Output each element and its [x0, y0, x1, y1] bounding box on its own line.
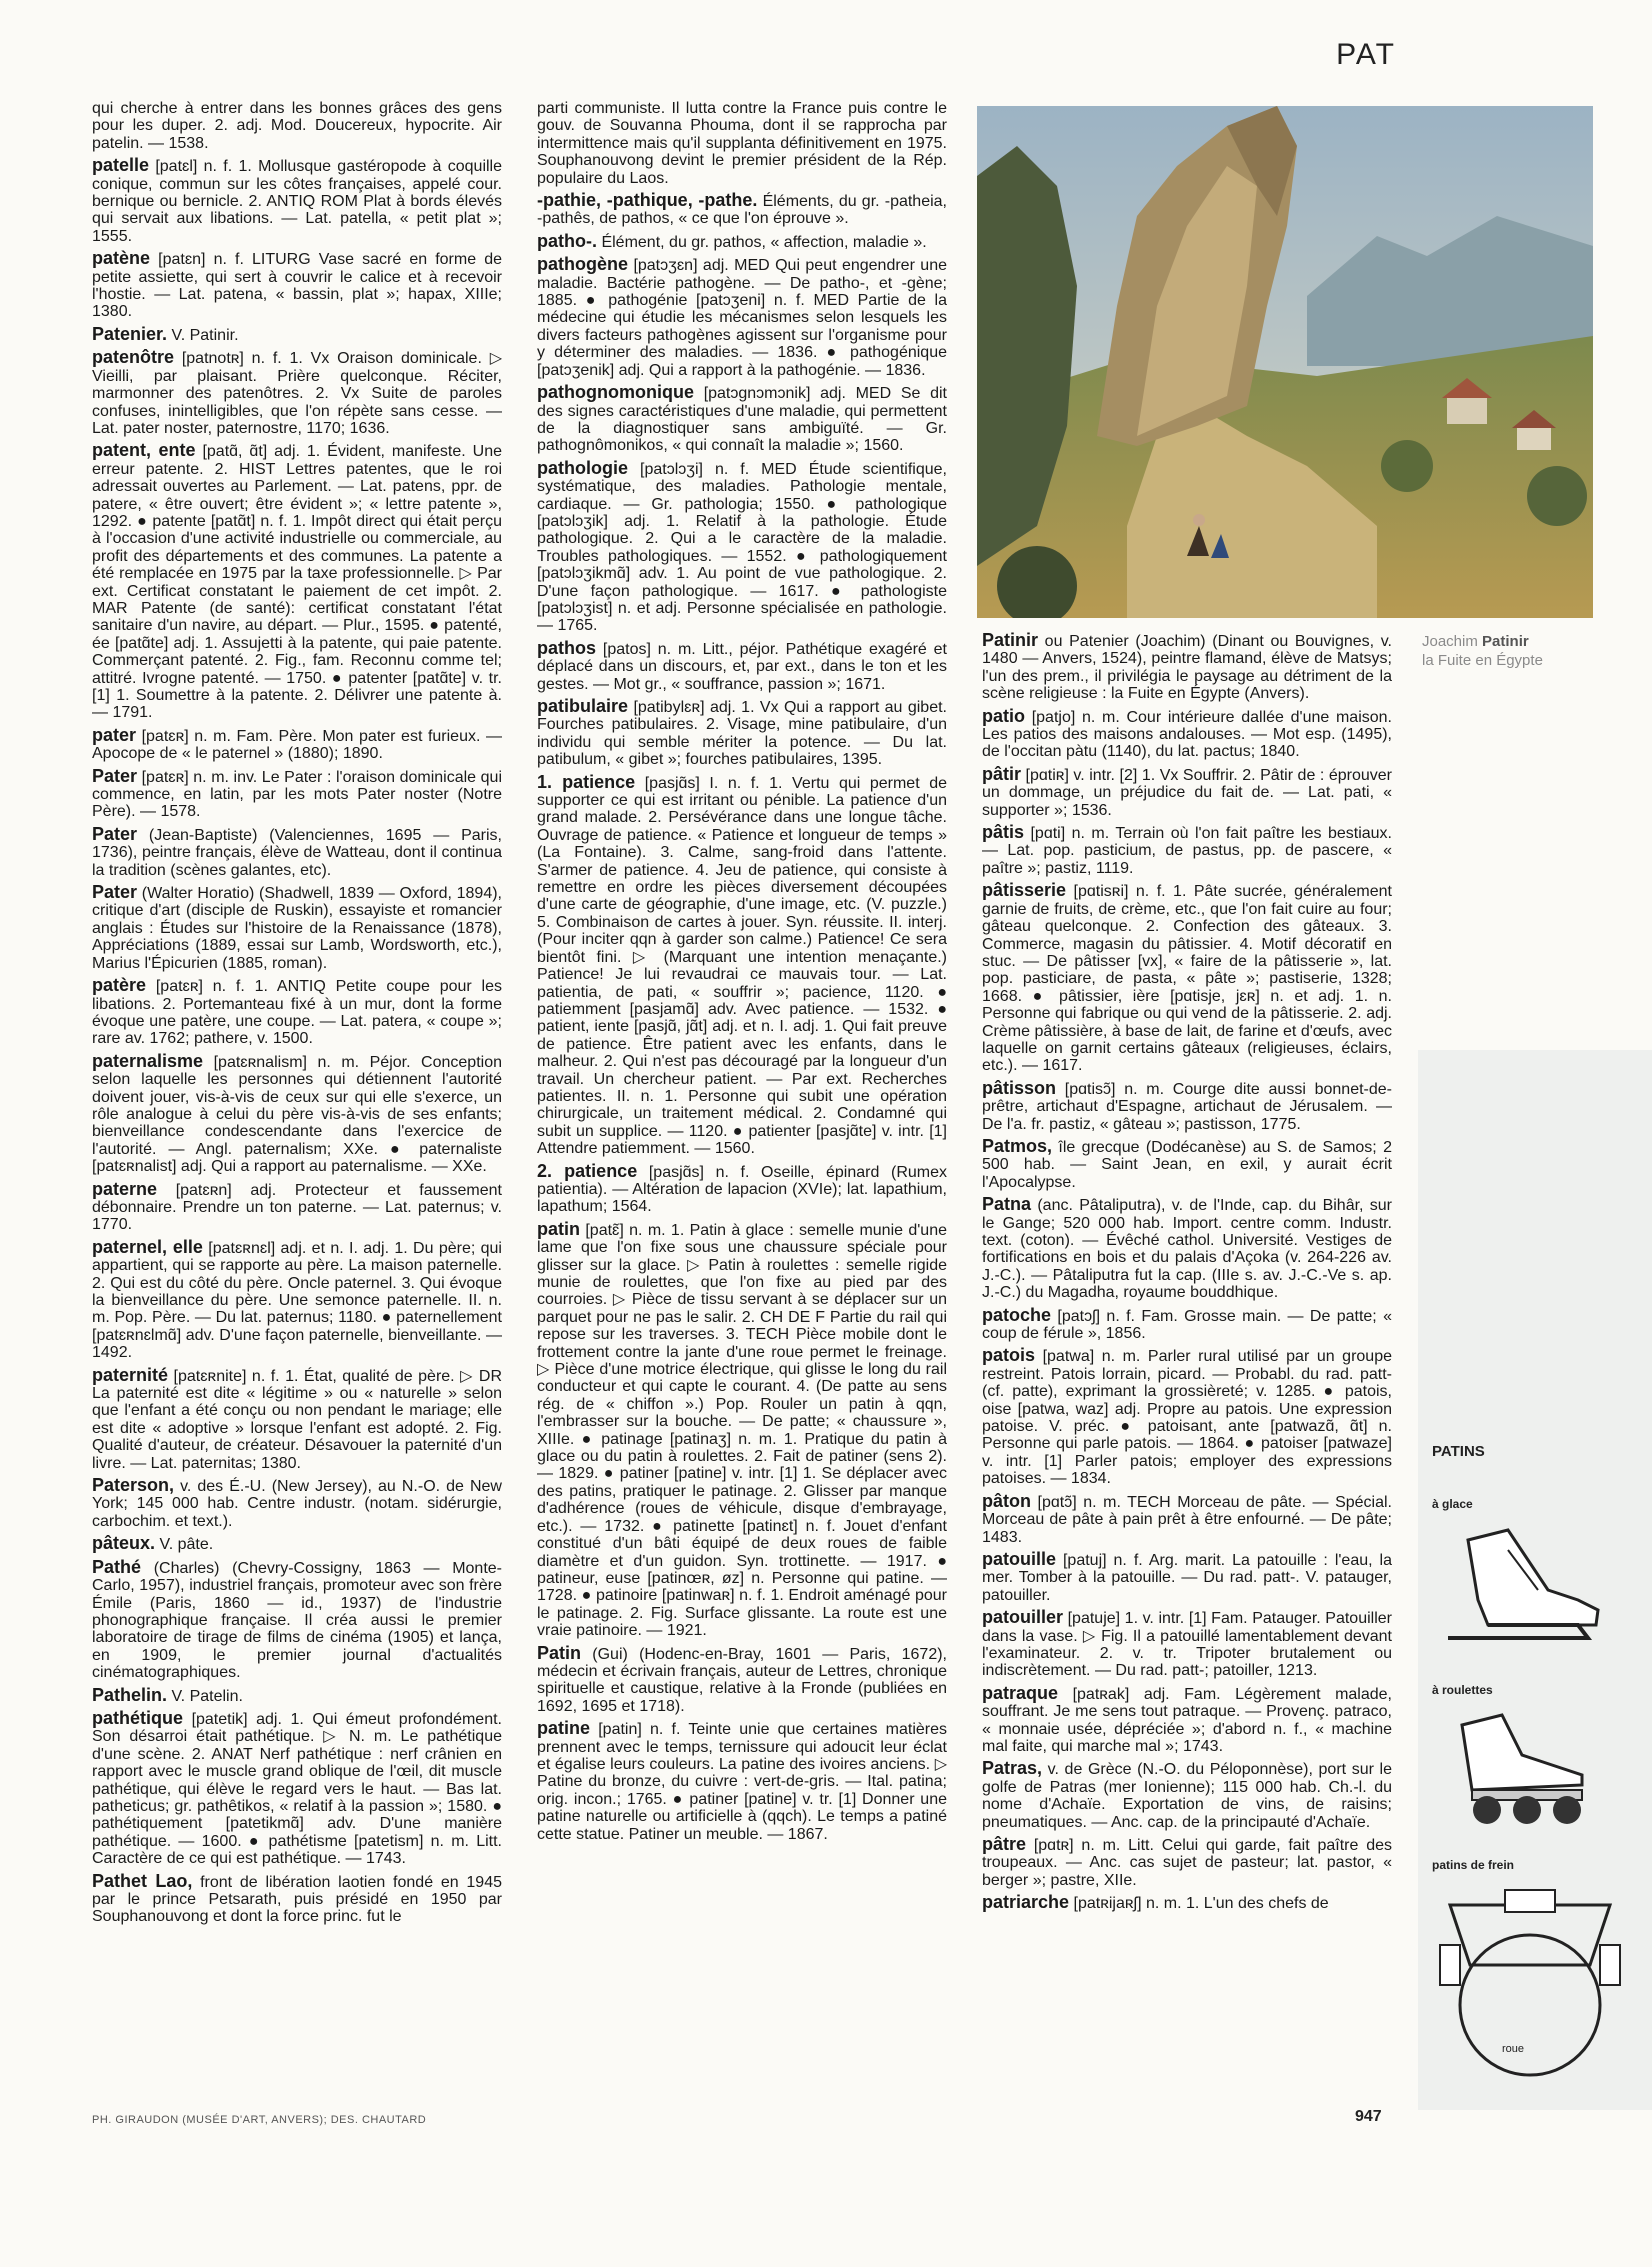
painting-landscape	[977, 106, 1593, 618]
column-3	[982, 632, 1392, 2100]
column-2	[537, 100, 947, 2100]
entry-definition: [patɔlɔʒi] n. f. MED Étude scientifique, systématique, des maladies. Pathologie mentale, cardiaque. — Gr. pathologia; 1550. ● pathologique [patɔlɔʒik] adj. 1. Relatif à la pathologie. Étude pathologique. 2. Qui a le caractère de la maladie. Troubles pathologiques. — 1552. ● pathologiquement [patɔlɔʒikmɑ̃] adv. 1. Au point de vue pathologique. 2. D'une façon pathologique. — 1617. ● pathologiste [patɔlɔʒist] n. et adj. Personne spécialisée en pathologie. — 1765.	[537, 460, 947, 635]
dictionary-entry	[537, 1218, 947, 1640]
entry-definition: [patibylɛʀ] adj. 1. Vx Qui a rapport au gibet. Fourches patibulaires. 2. Visage, mine patibulaire, d'un individu qui semble mériter la potence. — Du lat. patibulum, « gibet »; fourches patibulaires, 1395.	[537, 699, 947, 769]
dictionary-entry	[982, 1760, 1392, 1831]
entry-headword: patho-.	[537, 230, 597, 251]
dictionary-entry	[92, 884, 502, 972]
entry-headword: Pater	[92, 765, 138, 786]
entry-definition: [patɛ̃] n. m. 1. Patin à glace : semelle munie d'une lame que l'on fixe sous une chaussure spéciale pour glisser sur la glace. ▷ Patin à roulettes : semelle rigide munie de roulettes, que l'on fixe au pied par des courroies. ▷ Pièce de tissu servant à se déplacer sur un parquet pour ne pas le salir. 2. CH DE F Partie du rail qui repose sur les traverses. 3. TECH Pièce mobile dont le frottement contre la jante d'une roue permet le freinage. ▷ Pièce d'une motrice électrique, qui glisse le long du rail conducteur et qui capte le courant. 4. (De patte au sens rég. de « chiffon ».) Pop. Rouler un patin à qqn, l'embrasser sur la bouche. — De patte; « chaussure », XIIIe. ● patinage [patinaʒ] n. m. 1. Pratique du patin à glace ou du patin à roulettes. 2. Fait de patiner (sens 2). — 1829. ● patiner [patine] v. intr. [1] 1. Se déplacer avec des patins, pratiquer le patinage. 2. Glisser par manque d'adhérence (roues de véhicule, disque d'embrayage, etc.). — 1732. ● patinette [patinɛt] n. f. Jouet d'enfant constitué d'un bâti équipé de deux roues de faible diamètre et d'un guidon. Syn. trottinette. — 1917. ● patineur, euse [patinœʀ, øz] n. Personne qui patine. — 1728. ● patinoire [patinwaʀ] n. f. 1. Endroit aménagé pour le patinage. 2. Fig. Surface glissante. La route est une vraie patinoire. — 1921.	[537, 1221, 947, 1640]
skates-figure-title: PATINS	[1432, 1443, 1485, 1460]
dictionary-entry	[92, 1477, 502, 1530]
entry-definition: V. Patinir.	[171, 326, 239, 344]
entry-headword: paternité	[92, 1364, 169, 1385]
entry-headword: Pater	[92, 823, 138, 844]
entry-definition: [patɔgnɔmɔnik] adj. MED Se dit des signes caractéristiques d'une maladie, qui permettent de la diagnostiquer sans ambiguïté. — Gr. pathognômonikos, « qui connaît la maladie »; 1560.	[537, 385, 947, 455]
dictionary-entry	[92, 1870, 502, 1926]
dictionary-entry	[982, 1490, 1392, 1546]
label-ice-skate: à glace	[1432, 1497, 1473, 1511]
dictionary-entry	[92, 1535, 502, 1553]
entry-headword: patent, ente	[92, 440, 196, 461]
entry-headword: Pater	[92, 882, 138, 903]
dictionary-entry	[537, 771, 947, 1158]
dictionary-entry	[92, 442, 502, 722]
dictionary-entry	[92, 157, 502, 245]
entry-headword: -pathie, -pathique, -pathe.	[537, 190, 758, 211]
dictionary-entry	[982, 1135, 1392, 1191]
entry-definition: [pasjɑ̃s] n. f. Oseille, épinard (Rumex patientia). — Altération de lapacion (XVIe); lat. lapathium, lapathum; 1564.	[537, 1163, 947, 1216]
entry-definition: [pɑtisɔ̃] n. m. Courge dite aussi bonnet-de-prêtre, artichaut d'Espagne, artichaut de Jérusalem. — De l'a. fr. pastiz, « gâteau »; pastisson, 1775.	[982, 1080, 1392, 1133]
entry-headword: pâtisserie	[982, 880, 1067, 901]
entry-headword: pathétique	[92, 1707, 184, 1728]
dictionary-entry	[537, 256, 947, 379]
entry-headword: 1. patience	[537, 771, 636, 792]
dictionary-entry	[92, 250, 502, 321]
dictionary-entry	[92, 977, 502, 1048]
entry-definition: [patɛʀ] n. m. inv. Le Pater : l'oraison dominicale qui commence, en latin, par les mots Pater noster (Notre Père). — 1578.	[92, 768, 502, 821]
dictionary-entry	[537, 192, 947, 228]
entry-headword: pâtir	[982, 763, 1022, 784]
dictionary-entry	[537, 1642, 947, 1716]
entry-headword: patibulaire	[537, 696, 629, 716]
dictionary-entry	[92, 765, 502, 821]
label-brake-skates: patins de frein	[1432, 1858, 1515, 1872]
running-head: PAT	[1336, 38, 1396, 71]
caption-artist-first: Joachim	[1422, 633, 1478, 650]
entry-definition: Éléments, du gr. -patheia, -pathês, de pathos, « ce que l'on éprouve ».	[537, 193, 947, 228]
dictionary-entry	[537, 384, 947, 455]
label-wheel: roue	[1502, 2043, 1525, 2055]
entry-headword: pâteux.	[92, 1533, 156, 1554]
entry-definition: parti communiste. Il lutta contre la France puis contre le gouv. de Souvanna Phouma, dont il se rapprocha par intermittence mais qu'il supplanta définitivement en 1975. Souphanouvong devint le premier président de la Rép. populaire du Laos.	[537, 100, 947, 187]
entry-definition: qui cherche à entrer dans les bonnes grâces des gens pour les duper. 2. adj. Mod. Doucereux, hypocrite. Air patelin. — 1538.	[92, 100, 502, 152]
entry-headword: Patin	[537, 1642, 582, 1663]
dictionary-entry	[537, 1720, 947, 1843]
entry-definition: [patetik] adj. 1. Qui émeut profondément. Son désarroi était pathétique. ▷ N. m. Le pathétique d'une scène. 2. ANAT Nerf pathétique : nerf crânien en rapport avec le muscle grand oblique de l'œil, dit muscle pathétique, qui élève le regard vers le haut. — Bas lat. patheticus; gr. pathêtikos, « relatif à la passion »; 1580. ● pathétiquement [patetikmɑ̃] adv. D'une manière pathétique. — 1600. ● pathétisme [patetism] n. m. Litt. Caractère de ce qui est pathétique. — 1743.	[92, 1710, 502, 1868]
entry-headword: Pathelin.	[92, 1684, 168, 1705]
entry-definition: V. Patelin.	[171, 1687, 243, 1705]
entry-definition: v. de Grèce (N.-O. du Péloponnèse), port sur le golfe de Patras (mer Ionienne); 115 000 hab. Ch.-l. du nome d'Achaïe. Exportation de vins, de raisins; pneumatiques. — Anc. cap. de la principauté d'Achaïe.	[982, 1761, 1392, 1831]
entry-definition: (Walter Horatio) (Shadwell, 1839 — Oxford, 1894), critique d'art (disciple de Ruskin), essayiste et romancier anglais : Études sur l'histoire de la Renaissance (1878), Appréciations (1889, essai sur Lamb, Wordsworth, etc.), Marius l'Épicurien (1885, roman).	[92, 885, 502, 972]
dictionary-entry	[92, 1364, 502, 1472]
dictionary-entry	[92, 323, 502, 344]
entry-headword: patère	[92, 975, 147, 996]
entry-headword: paternel, elle	[92, 1236, 203, 1257]
ice-skate-illustration	[1428, 1520, 1628, 1660]
dictionary-entry	[92, 100, 502, 152]
entry-headword: patoche	[982, 1304, 1052, 1325]
entry-definition: [patɛʀnalism] n. m. Péjor. Conception selon laquelle les personnes qui détiennent l'autorité doivent jouer, vis-à-vis de ceux sur qui elle s'exerce, un rôle analogue à celui du père vis-à-vis de ses enfants; bienveillance condescendante dans l'exercice de l'autorité. — Angl. paternalism; XXe. ● paternaliste [patɛʀnalist] adj. Qui a rapport au paternalisme. — XXe.	[92, 1053, 502, 1176]
entry-definition: [patɛn] n. f. LITURG Vase sacré en forme de petite assiette, qui sert à couvrir le calice et à recevoir l'hostie. — Lat. patena, « bassin, plat »; hapax, XIIIe; 1380.	[92, 251, 502, 321]
entry-headword: patio	[982, 705, 1025, 726]
entry-definition: (Jean-Baptiste) (Valenciennes, 1695 — Paris, 1736), peintre français, élève de Watteau, dont il continua la tradition (scènes galantes, etc).	[92, 826, 502, 879]
dictionary-entry	[92, 724, 502, 763]
dictionary-entry	[537, 1160, 947, 1216]
entry-definition: [patuje] 1. v. intr. [1] Fam. Patauger. Patouiller dans la vase. ▷ Fig. Il a patouillé lamentablement devant l'examinateur. 2. v. tr. Tripoter brutalement ou indiscrètement. — Du rad. patt-; patoiller, 1213.	[982, 1610, 1392, 1680]
painting	[977, 106, 1593, 618]
entry-headword: Patenier.	[92, 323, 168, 344]
column-1	[92, 100, 502, 2100]
entry-definition: [patjo] n. m. Cour intérieure dallée d'une maison. Les patios des maisons andalouses. — Mot esp. (1495), de l'occitan pàtu (1140), du lat. pactus; 1840.	[982, 708, 1392, 761]
entry-definition: V. pâte.	[159, 1536, 214, 1554]
entry-definition: [patɛʀnɛl] adj. et n. I. adj. 1. Du père; qui appartient, qui se rapporte au père. La maison paternelle. 2. Qui est du côté du père. Oncle paternel. 3. Qui évoque la bienveillance du père. Une semonce paternelle. II. n. m. Pop. Père. — Du lat. paternus; 1180. ● paternellement [patɛʀnɛlmɑ̃] adv. D'une façon paternelle, bienveillante. — 1492.	[92, 1239, 502, 1362]
dictionary-entry	[92, 823, 502, 879]
dictionary-entry	[537, 637, 947, 693]
dictionary-entry	[982, 1682, 1392, 1756]
dictionary-entry	[537, 100, 947, 187]
entry-headword: patine	[537, 1718, 591, 1739]
roller-skate-illustration	[1432, 1705, 1612, 1835]
entry-headword: 2. patience	[537, 1160, 638, 1181]
dictionary-entry	[982, 1894, 1392, 1912]
dictionary-entry	[982, 824, 1392, 877]
entry-definition: [pɑtisʀi] n. f. 1. Pâte sucrée, généralement garnie de fruits, de crème, etc., que l'on fait cuire au four; gâteau quelconque. 2. Confection des gâteaux. 3. Commerce, magasin du pâtissier. 4. Motif décoratif en stuc. — De pâtisser [vx], « faire de la pâtisserie », lat. pop. pasticiare, de pasta, « pâte »; pastiserie, 1328; 1668. ● pâtissier, ière [pɑtisje, jɛʀ] n. et adj. 1. n. Personne qui fabrique ou qui vend de la pâtisserie. 2. adj. Crème pâtissière, à base de lait, de farine et d'œufs, avec laquelle on garnit certains gâteaux (religieuses, éclairs, etc.). — 1617.	[982, 883, 1392, 1075]
entry-definition: [patin] n. f. Teinte unie que certaines matières prennent avec le temps, ternissure qui adoucit leur éclat et égalise leurs couleurs. La patine des ivoires anciens. ▷ Patine du bronze, du cuivre : vert-de-gris. — Ital. patina; orig. incon.; 1765. ● patiner [patine] v. tr. [1] Donner une patine naturelle ou artificielle à (qqch). Le temps a patiné cette statue. Patiner un meuble. — 1867.	[537, 1721, 947, 1843]
dictionary-entry	[982, 882, 1392, 1074]
dictionary-entry	[92, 349, 502, 437]
entry-headword: patriarche	[982, 1892, 1070, 1913]
entry-definition: Élément, du gr. pathos, « affection, maladie ».	[601, 233, 927, 251]
painting-caption	[1422, 632, 1622, 670]
entry-headword: paterne	[92, 1178, 158, 1199]
entry-definition: [patuj] n. f. Arg. marit. La patouille : l'eau, la mer. Tomber à la patouille. — Du rad. patt-. V. patauger, patouiller.	[982, 1551, 1392, 1604]
dictionary-entry	[537, 230, 947, 251]
dictionary-entry	[982, 1347, 1392, 1487]
entry-headword: patraque	[982, 1682, 1059, 1703]
brake-skates-illustration	[1430, 1875, 1630, 2085]
entry-headword: pâtre	[982, 1834, 1027, 1854]
entry-headword: paternalisme	[92, 1050, 204, 1071]
entry-headword: Pathé	[92, 1556, 142, 1577]
entry-definition: (Gui) (Hodenc-en-Bray, 1601 — Paris, 1672), médecin et écrivain français, auteur de Lettres, chronique spirituelle et caustique, relative à la Fronde (publiées en 1692, 1695 et 1718).	[537, 1645, 947, 1715]
entry-headword: patois	[982, 1345, 1036, 1366]
dictionary-entry	[982, 705, 1392, 761]
entry-definition: [patwa] n. m. Parler rural utilisé par un groupe restreint. Patois lorrain, picard. — Probabl. du rad. patt- (cf. patte), exprimant la grossièreté; v. 1285. ● patois, oise [patwa, waz] adj. Propre au patois. Une expression patoise. V. préc. ● patoisant, ante [patwazɑ̃, ɑ̃t] n. Personne qui parle patois. — 1864. ● patoiser [patwaze] v. intr. [1] Parler patois; employer des expressions patoises. — 1834.	[982, 1348, 1392, 1488]
entry-definition: île grecque (Dodécanèse) au S. de Samos; 2 500 hab. — Saint Jean, en exil, y aurait écrit l'Apocalypse.	[982, 1138, 1392, 1191]
entry-definition: [pɑtʀ] n. m. Litt. Celui qui garde, fait paître des troupeaux. — Anc. cas sujet de pasteur; lat. pastor, « berger »; pastre, XIIe.	[982, 1837, 1392, 1889]
entry-headword: patouiller	[982, 1607, 1064, 1628]
entry-definition: (anc. Pâtaliputra), v. de l'Inde, cap. du Bihâr, sur le Gange; 520 000 hab. Import. centre comm. Industr. text. (coton). — Évêché cathol. Université. Vestiges de fortifications en bois et du palais d'Açoka (v. 264-226 av. J.-C.). — Pâtaliputra fut la cap. (IIIe s. av. J.-C.-Ve s. ap. J.-C.) du Magadha, royaume bouddhique.	[982, 1197, 1392, 1302]
entry-definition: [patnotʀ] n. f. 1. Vx Oraison dominicale. ▷ Vieilli, par plaisant. Prière quelconque. Réciter, marmonner des patenôtres. 2. Vx Suite de paroles confuses, inintelligibles, que l'on répète sans cesse. — Lat. pater noster, paternostre, 1170; 1636.	[92, 350, 502, 437]
entry-headword: patène	[92, 248, 151, 269]
page-number: 947	[1355, 2108, 1382, 2125]
entry-headword: pâtisson	[982, 1077, 1057, 1098]
entry-headword: Pathet Lao,	[92, 1870, 193, 1891]
entry-headword: pater	[92, 724, 137, 745]
entry-headword: pathos	[537, 637, 597, 658]
entry-headword: pâtis	[982, 822, 1025, 843]
entry-headword: patelle	[92, 155, 150, 176]
entry-definition: front de libération laotien fondé en 1945 par le prince Petsarath, puis présidé en 1950 par Souphanouvong et dont la force princ. fut le	[92, 1873, 502, 1926]
dictionary-entry	[92, 1707, 502, 1868]
entry-headword: patin	[537, 1218, 580, 1239]
dictionary-entry	[982, 1196, 1392, 1301]
dictionary-entry	[982, 763, 1392, 819]
dictionary-entry	[982, 1609, 1392, 1680]
entry-headword: pâton	[982, 1490, 1031, 1511]
dictionary-entry	[92, 1178, 502, 1234]
dictionary-entry	[92, 1556, 502, 1682]
photo-credits: PH. GIRAUDON (MUSÉE D'ART, ANVERS); DES. CHAUTARD	[92, 2114, 427, 2126]
entry-headword: Patinir	[982, 632, 1039, 650]
dictionary-entry	[982, 632, 1392, 703]
label-roller-skate: à roulettes	[1432, 1683, 1493, 1697]
entry-definition: ou Patenier (Joachim) (Dinant ou Bouvignes, v. 1480 — Anvers, 1524), peintre flamand, élève de Matsys; l'un des prem., il privilégia le paysage au détriment de la scène religieuse : la Fuite en Égypte (Anvers).	[982, 633, 1392, 703]
entry-definition: [patʀak] adj. Fam. Légèrement malade, souffrant. Je me sens tout patraque. — Provenç. patraco, « monnaie usée, dépréciée »; d'abord n. f., « machine mal faite, qui marche mal »; 1743.	[982, 1685, 1392, 1755]
dictionary-entry	[982, 1077, 1392, 1133]
entry-definition: [pasjɑ̃s] I. n. f. 1. Vertu qui permet de supporter ce qui est irritant ou pénible. La patience d'un grand malade. 2. Persévérance dans une longue tâche. Ouvrage de patience. « Patience et longueur de temps » (La Fontaine). 3. Calme, sang-froid dans l'attente. S'armer de patience. 4. Jeu de patience, qui consiste à remettre en ordre les pièces diversement découpées d'une carte de géographie, d'une image, etc. (V. puzzle.) 5. Combinaison de cartes à jouer. Syn. réussite. II. interj. (Pour inciter qqn à garder son calme.) Patience! Ce sera bientôt fini. ▷ (Marquant une intention menaçante.) Patience! Je lui revaudrai ce mauvais tour. — Lat. patientia, de pati, « souffrir »; pacience, 1120. ● patiemment [pasjamɑ̃] adv. Avec patience. — 1532. ● patient, iente [pasjɑ̃, jɑ̃t] adj. et n. I. adj. 1. Qui fait preuve de patience. Être patient avec les enfants, dans le malheur. 2. Qui n'est pas découragé par la longueur d'un travail. Un chercheur patient. — Par ext. Recherches patientes. II. n. 1. Personne qui subit une opération chirurgicale, un traitement médical. 2. Condamné qui subit un supplice. — 1120. ● patienter [pasjɑ̃te] v. intr. [1] Attendre patiemment. — 1560.	[537, 774, 947, 1158]
dictionary-entry	[92, 1236, 502, 1362]
entry-definition: [patʀijaʀʃ] n. m. 1. L'un des chefs de	[1073, 1895, 1329, 1913]
entry-definition: [patɑ̃, ɑ̃t] adj. 1. Évident, manifeste. Une erreur patente. 2. HIST Lettres patentes, que le roi adressait ouvertes au Parlement. — Lat. patens, ppr. de patere, « être ouvert; être évident »; « lettre patente », 1292. ● patente [patɑ̃t] n. f. 1. Impôt direct qui était perçu à l'occasion d'une activité industrielle ou commerciale, au profit des départements et des communes. La patente a été remplacée en 1975 par la taxe professionnelle. ▷ Par ext. Certificat constatant le paiement de cet impôt. 2. MAR Patente (de santé): certificat constatant l'état sanitaire d'un navire, au départ. — Plur., 1595. ● patenté, ée [patɑ̃te] adj. 1. Assujetti à la patente, qui paie patente. Commerçant patenté. 2. Fig., fam. Reconnu comme tel; attitré. Ivrogne patenté. — 1750. ● patenter [patɑ̃te] v. tr. [1] 1. Soumettre à la patente. 2. Délivrer une patente à. — 1791.	[92, 443, 502, 722]
entry-definition: [patɛʀ] n. f. 1. ANTIQ Petite coupe pour les libations. 2. Portemanteau fixé à un mur, dont la forme évoque une patère, une coupe. — Lat. patera, « coupe »; rare av. 1762; pathere, v. 1500.	[92, 978, 502, 1048]
dictionary-entry	[982, 1304, 1392, 1343]
entry-headword: pathognomonique	[537, 382, 694, 403]
entry-definition: (Charles) (Chevry-Cossigny, 1863 — Monte-Carlo, 1957), industriel français, promoteur avec son frère Émile (Paris, 1860 — id., 1937) de l'industrie phonographique française. Il créa aussi le premier laboratoire de tirage de films de cinéma (1905) et lança, en 1909, le premier journal d'actualités cinématographiques.	[92, 1559, 502, 1682]
entry-definition: v. des É.-U. (New Jersey), au N.-O. de New York; 145 000 hab. Centre industr. (notam. sidérurgie, carbochim. et text.).	[92, 1478, 502, 1530]
entry-definition: [patɔʃ] n. f. Fam. Grosse main. — De patte; « coup de férule », 1856.	[982, 1307, 1392, 1343]
entry-definition: [pɑtɔ̃] n. m. TECH Morceau de pâte. — Spécial. Morceau de pâte à pain prêt à être enfourné. — De pâte; 1483.	[982, 1493, 1392, 1546]
entry-headword: Patmos,	[982, 1135, 1053, 1156]
entry-definition: [patɛʀ] n. m. Fam. Père. Mon pater est furieux. — Apocope de « le paternel » (1880); 1890.	[92, 727, 502, 763]
caption-title: la Fuite en Égypte	[1422, 652, 1543, 669]
entry-headword: pathogène	[537, 254, 629, 275]
dictionary-entry	[92, 1684, 502, 1705]
caption-artist-last: Patinir	[1482, 633, 1529, 650]
dictionary-entry	[537, 698, 947, 769]
dictionary-entry	[537, 457, 947, 635]
entry-headword: patenôtre	[92, 347, 175, 368]
entry-definition: [pɑti] n. m. Terrain où l'on fait paître les bestiaux. — Lat. pop. pasticium, de pastus, pp. de pascere, « paître »; pastiz, 1119.	[982, 825, 1392, 877]
entry-definition: [patɛʀnite] n. f. 1. État, qualité de père. ▷ DR La paternité est dite « légitime » ou « naturelle » selon que l'enfant a été conçu ou non pendant le mariage; elle est dite « adoptive » lorsque l'enfant est adopté. 2. Fig. Qualité d'auteur, de créateur. Désavouer la paternité d'un livre. — Lat. paternitas; 1380.	[92, 1367, 502, 1472]
entry-headword: Patras,	[982, 1758, 1043, 1779]
entry-headword: Patna	[982, 1194, 1032, 1215]
dictionary-entry	[92, 1050, 502, 1176]
entry-headword: Paterson,	[92, 1475, 175, 1496]
dictionary-entry	[982, 1836, 1392, 1889]
dictionary-entry	[982, 1548, 1392, 1604]
entry-definition: [pɑtiʀ] v. intr. [2] 1. Vx Souffrir. 2. Pâtir de : éprouver un dommage, un préjudice du fait de. — Lat. pati, « supporter »; 1536.	[982, 766, 1392, 819]
entry-definition: [patɛl] n. f. 1. Mollusque gastéropode à coquille conique, commun sur les côtes françaises, appelé cour. bernique ou bernicle. 2. ANTIQ ROM Plat à bords élevés qui servait aux libations. — Lat. patella, « petit plat »; 1555.	[92, 158, 502, 245]
entry-headword: patouille	[982, 1548, 1057, 1569]
entry-definition: [patɛʀn] adj. Protecteur et faussement débonnaire. Prendre un ton paterne. — Lat. paternus; v. 1770.	[92, 1181, 502, 1234]
entry-definition: [patɔʒɛn] adj. MED Qui peut engendrer une maladie. Bactérie pathogène. — De patho-, et -gène; 1885. ● pathogénie [patɔʒeni] n. f. MED Partie de la médecine qui étudie les mécanismes selon lesquels les divers facteurs pathogènes agissent sur l'organisme pour y déterminer des maladies. — 1836. ● pathogénique [patɔʒenik] adj. Qui a rapport à la pathogénie. — 1836.	[537, 257, 947, 379]
entry-headword: pathologie	[537, 457, 628, 478]
entry-definition: [patos] n. m. Litt., péjor. Pathétique exagéré et déplacé dans un discours, et, par ext., dans le ton et les gestes. — Mot gr., « souffrance, passion »; 1671.	[537, 640, 947, 693]
